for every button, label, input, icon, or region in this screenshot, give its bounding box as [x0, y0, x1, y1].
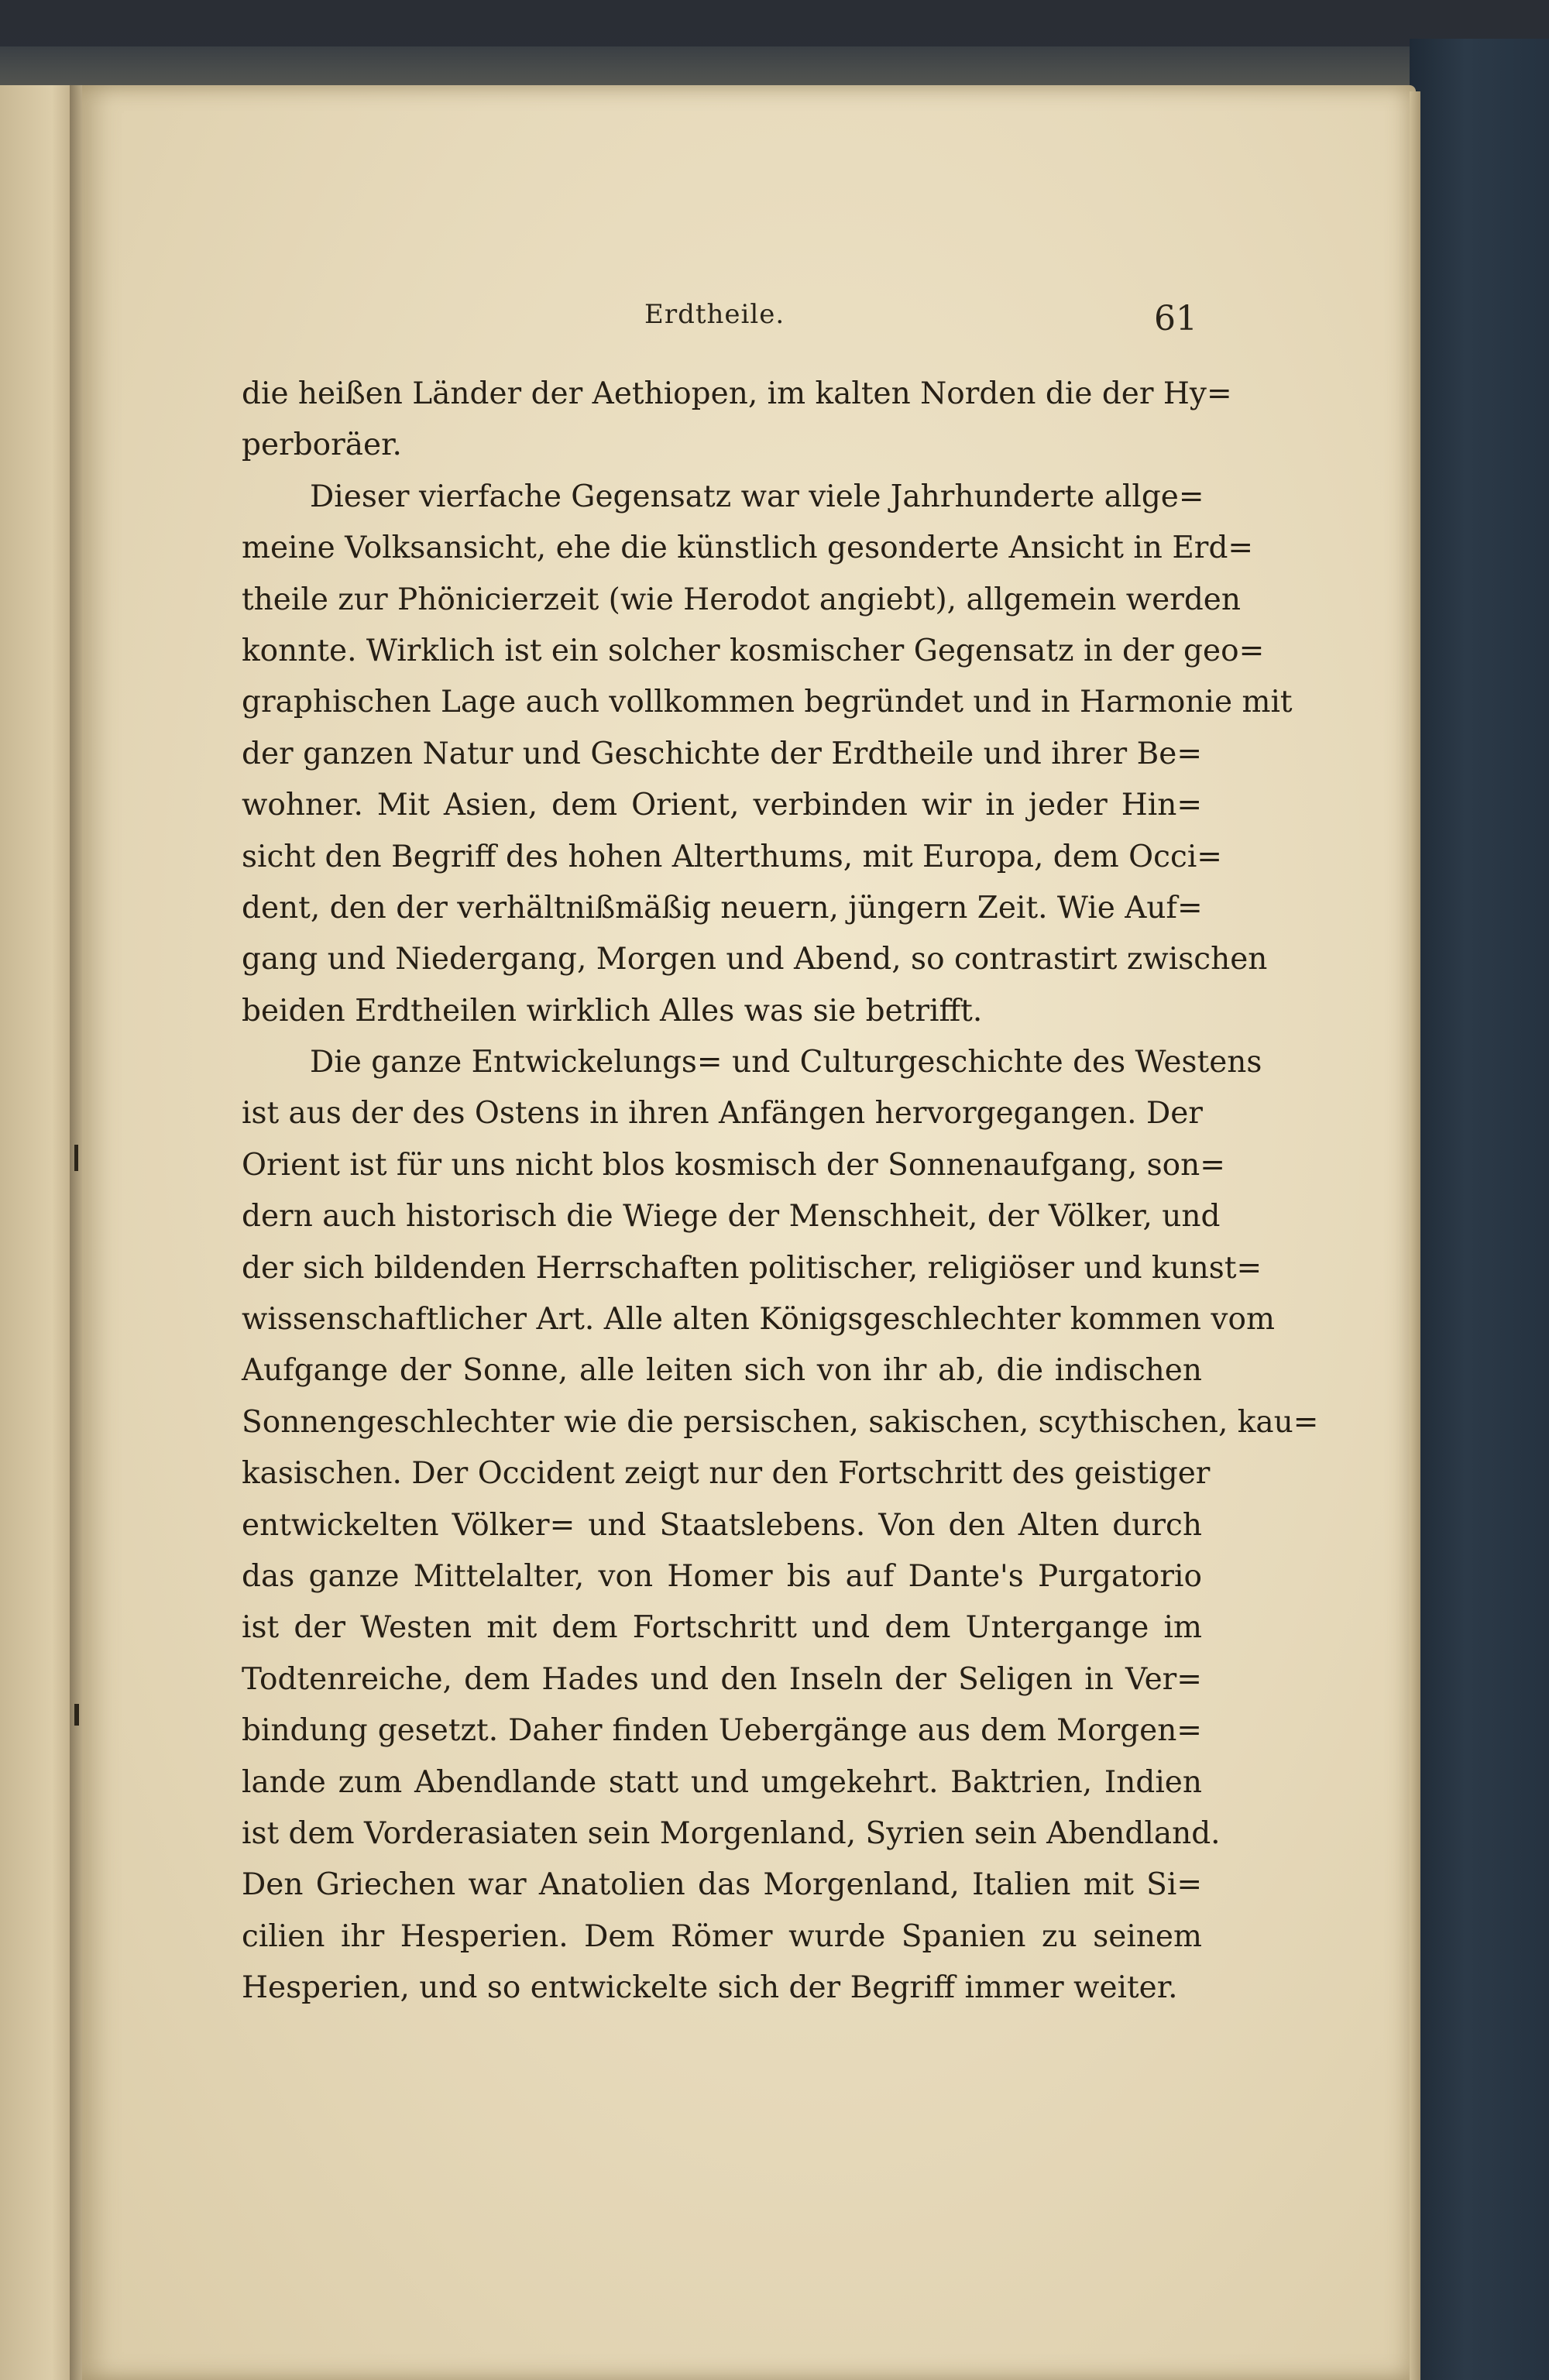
body-text: [242, 369, 1319, 2014]
text-line: ist der Westen mit dem Fortschritt und dem Untergange im: [242, 1610, 1202, 1646]
text-line: graphischen Lage auch vollkommen begründet und in Harmonie mit: [242, 685, 1293, 720]
text-line: meine Volksansicht, ehe die künstlich gesonderte Ansicht in Erd=: [242, 531, 1254, 566]
text-line: kasischen. Der Occident zeigt nur den Fortschritt des geistiger: [242, 1456, 1211, 1492]
page-fore-edge: [1410, 91, 1420, 2380]
text-line: ist dem Vorderasiaten sein Morgenland, Syrien sein Abendland.: [242, 1815, 1221, 1851]
previous-page-edge: [0, 85, 74, 2380]
text-line: konnte. Wirklich ist ein solcher kosmischer Gegensatz in der geo=: [242, 633, 1265, 668]
margin-mark: [74, 1145, 78, 1171]
text-line: cilien ihr Hesperien. Dem Römer wurde Spanien zu seinem: [242, 1918, 1202, 1954]
margin-mark: [74, 1704, 79, 1726]
text-line: Hesperien, und so entwickelte sich der Begriff immer weiter.: [242, 1970, 1178, 2006]
text-line: Aufgange der Sonne, alle leiten sich von ihr ab, die indischen: [242, 1353, 1202, 1389]
text-line: wohner. Mit Asien, dem Orient, verbinden wir in jeder Hin=: [242, 788, 1202, 823]
text-line: Den Griechen war Anatolien das Morgenland, Italien mit Si=: [242, 1867, 1202, 1903]
text-line: entwickelten Völker= und Staatslebens. Von den Alten durch: [242, 1507, 1202, 1543]
text-line: bindung gesetzt. Daher finden Uebergänge aus dem Morgen=: [242, 1713, 1202, 1749]
text-line: Todtenreiche, dem Hades und den Inseln der Seligen in Ver=: [242, 1661, 1202, 1697]
text-line: perboräer.: [242, 428, 402, 463]
text-line: der sich bildenden Herrschaften politischer, religiöser und kunst=: [242, 1250, 1262, 1286]
text-line: beiden Erdtheilen wirklich Alles was sie betrifft.: [242, 993, 983, 1029]
text-line: gang und Niedergang, Morgen und Abend, so contrastirt zwischen: [242, 942, 1268, 977]
text-line: Sonnengeschlechter wie die persischen, sakischen, scythischen, kau=: [242, 1404, 1319, 1440]
text-line: dent, den der verhältnißmäßig neuern, jüngern Zeit. Wie Auf=: [242, 890, 1203, 926]
text-line: Die ganze Entwickelungs= und Culturgeschichte des Westens: [310, 1045, 1262, 1080]
text-line: Orient ist für uns nicht blos kosmisch der Sonnenaufgang, son=: [242, 1147, 1225, 1183]
text-line: theile zur Phönicierzeit (wie Herodot angiebt), allgemein werden: [242, 582, 1242, 617]
text-line: der ganzen Natur und Geschichte der Erdtheile und ihrer Be=: [242, 736, 1202, 771]
text-line: sicht den Begriff des hohen Alterthums, mit Europa, dem Occi=: [242, 839, 1222, 874]
text-line: dern auch historisch die Wiege der Menschheit, der Völker, und: [242, 1199, 1221, 1235]
text-line: das ganze Mittelalter, von Homer bis auf Dante's Purgatorio: [242, 1558, 1202, 1594]
running-head: Erdtheile.: [644, 299, 785, 330]
text-line: lande zum Abendlande statt und umgekehrt. Baktrien, Indien: [242, 1764, 1202, 1800]
text-line: wissenschaftlicher Art. Alle alten Königsgeschlechter kommen vom: [242, 1302, 1275, 1338]
text-line: ist aus der des Ostens in ihren Anfängen hervorgegangen. Der: [242, 1096, 1203, 1132]
book-cover-edge: [1410, 39, 1549, 2380]
page-number: 61: [1154, 299, 1197, 338]
text-line: Dieser vierfache Gegensatz war viele Jahrhunderte allge=: [310, 479, 1204, 514]
text-line: die heißen Länder der Aethiopen, im kalten Norden die der Hy=: [242, 376, 1232, 411]
